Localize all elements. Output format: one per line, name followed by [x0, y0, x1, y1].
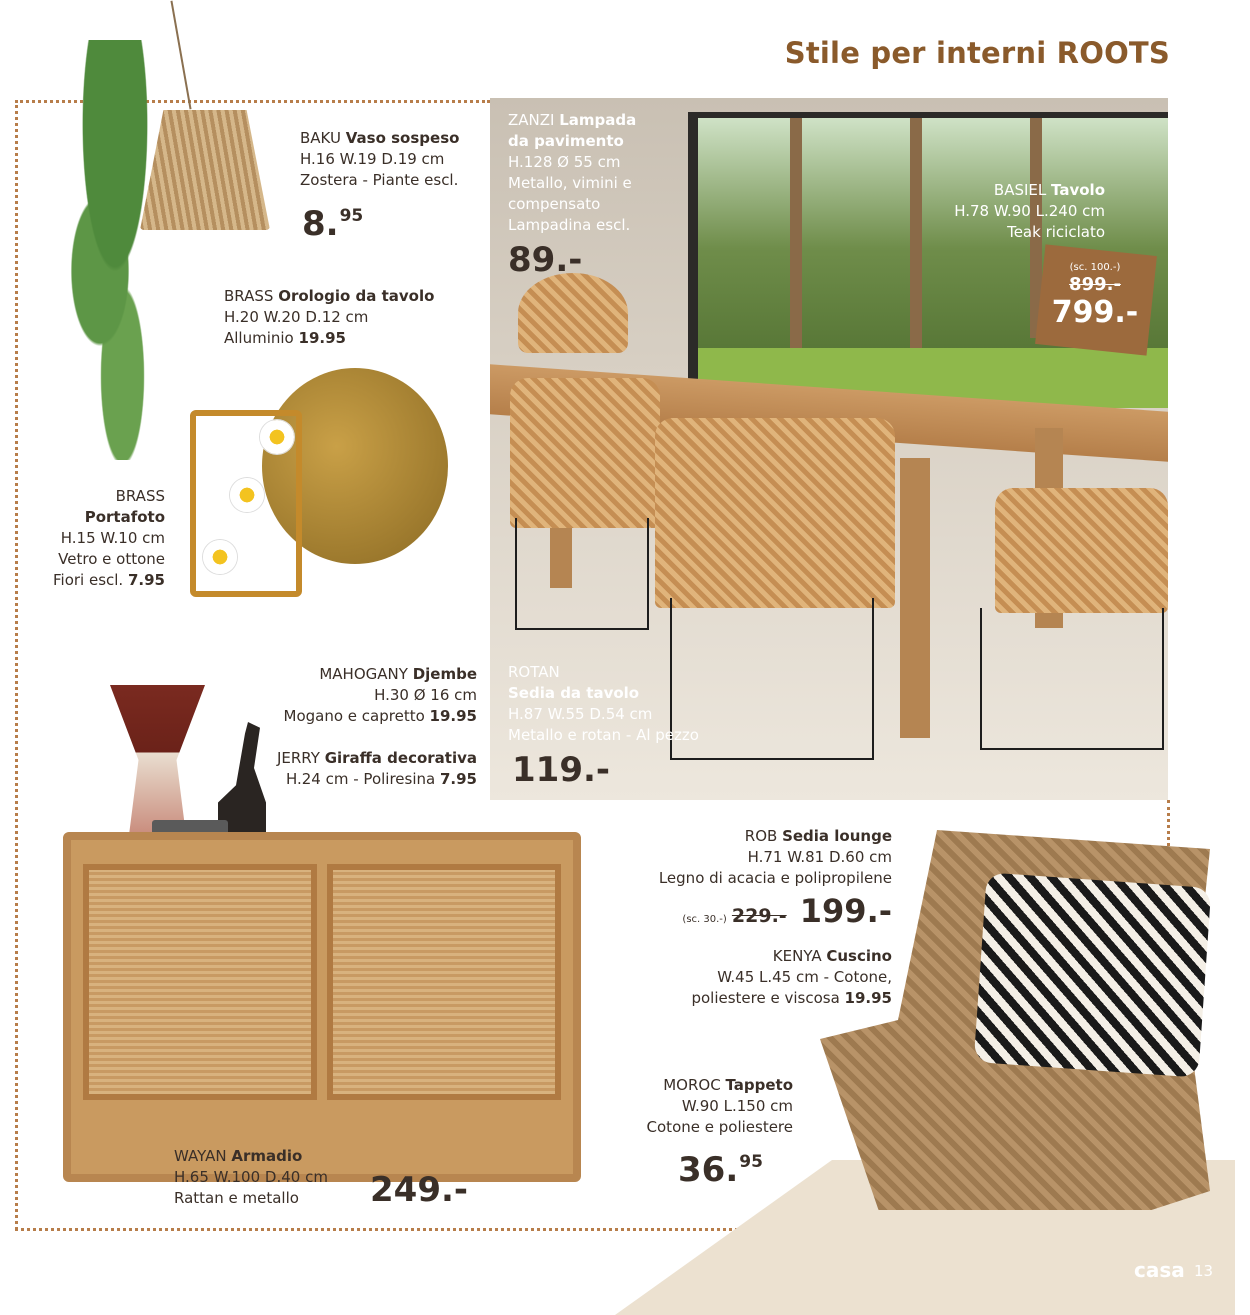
zanzi-material2: compensato	[508, 195, 601, 213]
daisy-icon	[203, 540, 237, 574]
moroc-material: Cotone e poliestere	[646, 1118, 793, 1136]
zanzi-name: Lampada	[559, 111, 637, 129]
basiel-info	[900, 180, 1105, 243]
floor-lamp-shade	[518, 273, 628, 353]
clock-info	[224, 286, 464, 349]
moroc-price: 36.95	[678, 1150, 763, 1190]
rotan-info	[508, 662, 738, 746]
casa-logo: casa	[1134, 1258, 1185, 1282]
cushion-image	[974, 872, 1212, 1077]
zanzi-note: Lampadina escl.	[508, 216, 631, 234]
rob-name: Sedia lounge	[782, 827, 892, 845]
kenya-name: Cuscino	[826, 947, 892, 965]
wayan-brand: WAYAN	[174, 1147, 227, 1165]
frame-material2: Fiori escl.	[52, 571, 124, 589]
zanzi-price: 89.-	[508, 240, 583, 280]
zanzi-dims: H.128 Ø 55 cm	[508, 153, 621, 171]
basiel-old-price: 899.-	[1069, 274, 1121, 295]
kenya-material: poliestere e viscosa	[691, 989, 840, 1007]
cabinet-image	[63, 832, 581, 1182]
djembe-dims: H.30 Ø 16 cm	[374, 686, 477, 704]
rob-price-block	[640, 892, 892, 930]
baku-material: Zostera - Piante escl.	[300, 171, 459, 189]
jerry-info	[255, 748, 477, 790]
rob-old-price: 229.-	[731, 905, 787, 927]
baku-brand: BAKU	[300, 129, 341, 147]
basiel-material: Teak riciclato	[1007, 223, 1105, 241]
tree-trunk	[790, 118, 802, 358]
rotan-material: Metallo e rotan - Al pezzo	[508, 726, 699, 744]
basiel-price-block	[1040, 262, 1150, 330]
table-leg	[900, 458, 930, 738]
rattan-chair	[655, 418, 895, 608]
rattan-chair	[995, 488, 1168, 613]
clock-material: Alluminio	[224, 329, 294, 347]
rob-info	[620, 826, 892, 889]
rob-brand: ROB	[744, 827, 778, 845]
zanzi-info	[508, 110, 678, 236]
moroc-brand: MOROC	[663, 1076, 721, 1094]
djembe-info	[255, 664, 477, 727]
basiel-price: 799.-	[1051, 295, 1139, 330]
wayan-material: Rattan e metallo	[174, 1189, 299, 1207]
frame-info	[30, 486, 165, 591]
moroc-name: Tappeto	[725, 1076, 793, 1094]
jerry-price: 7.95	[439, 770, 477, 788]
kenya-brand: KENYA	[772, 947, 822, 965]
wayan-info	[174, 1146, 374, 1209]
moroc-dims: W.90 L.150 cm	[681, 1097, 793, 1115]
page-number: 13	[1194, 1262, 1214, 1280]
frame-brand: BRASS	[115, 487, 165, 505]
rotan-price: 119.-	[512, 750, 610, 790]
dotted-border-left	[15, 100, 18, 1230]
frame-dims: H.15 W.10 cm	[60, 529, 165, 547]
moroc-info	[620, 1075, 793, 1138]
wayan-name: Armadio	[231, 1147, 303, 1165]
rotan-name: Sedia da tavolo	[508, 684, 640, 702]
djembe-name: Djembe	[412, 665, 477, 683]
chair-legs	[515, 518, 649, 630]
basiel-dims: H.78 W.90 L.240 cm	[954, 202, 1105, 220]
basiel-brand: BASIEL	[993, 181, 1047, 199]
kenya-dims: W.45 L.45 cm - Cotone,	[717, 968, 892, 986]
baku-price: 8.95	[302, 204, 364, 244]
jerry-brand: JERRY	[276, 749, 320, 767]
zanzi-material: Metallo, vimini e	[508, 174, 632, 192]
kenya-info	[640, 946, 892, 1009]
basiel-name: Tavolo	[1051, 181, 1105, 199]
frame-name: Portafoto	[84, 508, 165, 526]
cabinet-door-right	[327, 864, 561, 1100]
djembe-brand: MAHOGANY	[319, 665, 408, 683]
rob-material: Legno di acacia e polipropilene	[658, 869, 892, 887]
jerry-name: Giraffa decorativa	[324, 749, 477, 767]
frame-price: 7.95	[127, 571, 165, 589]
baku-info	[300, 128, 500, 191]
rotan-dims: H.87 W.55 D.54 cm	[508, 705, 653, 723]
clock-brand: BRASS	[224, 287, 274, 305]
basiel-discount: (sc. 100.-)	[1069, 262, 1121, 273]
cabinet-door-left	[83, 864, 317, 1100]
rotan-brand: ROTAN	[508, 663, 560, 681]
rob-price: 199.-	[799, 892, 892, 930]
rob-dims: H.71 W.81 D.60 cm	[747, 848, 892, 866]
chair-legs	[980, 608, 1164, 750]
clock-price: 19.95	[298, 329, 346, 347]
page-title: Stile per interni ROOTS	[784, 36, 1170, 70]
wayan-price: 249.-	[370, 1170, 468, 1210]
kenya-price: 19.95	[844, 989, 892, 1007]
daisy-icon	[260, 420, 294, 454]
daisy-icon	[230, 478, 264, 512]
jerry-dims: H.24 cm - Poliresina	[285, 770, 436, 788]
plant-image	[40, 40, 190, 460]
frame-material: Vetro e ottone	[58, 550, 165, 568]
baku-dims: H.16 W.19 D.19 cm	[300, 150, 445, 168]
rob-discount: (sc. 30.-)	[682, 914, 727, 925]
djembe-material: Mogano e capretto	[283, 707, 425, 725]
djembe-image	[110, 685, 205, 835]
zanzi-name2: da pavimento	[508, 132, 624, 150]
clock-dims: H.20 W.20 D.12 cm	[224, 308, 369, 326]
baku-name: Vaso sospeso	[345, 129, 460, 147]
rattan-chair	[510, 378, 660, 528]
clock-name: Orologio da tavolo	[278, 287, 435, 305]
zanzi-brand: ZANZI	[508, 111, 555, 129]
djembe-price: 19.95	[429, 707, 477, 725]
wayan-dims: H.65 W.100 D.40 cm	[174, 1168, 328, 1186]
